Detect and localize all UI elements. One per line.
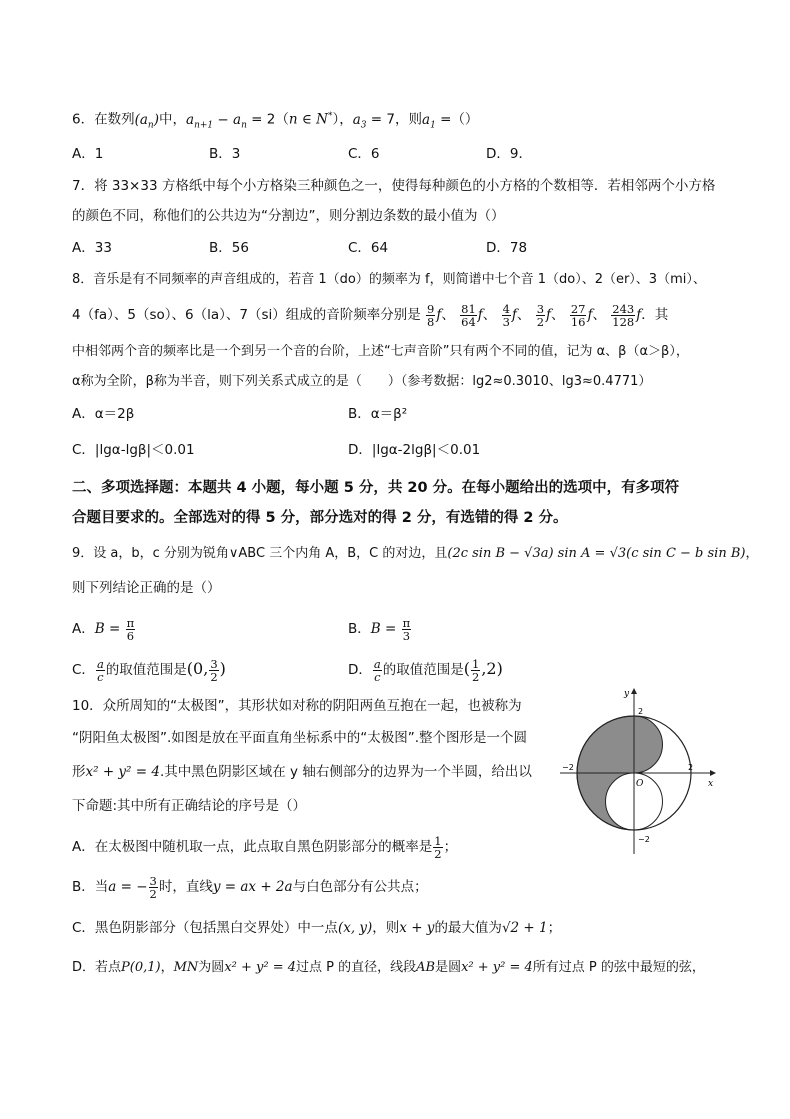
q9-option-d: D． $\frac{a}{c}$ 的取值范围是( $\frac{1}{2}$ ,2) [348,656,503,684]
q8-option-c: C．|lgα-lgβ|＜0.01 [72,442,195,458]
q6-option-d: D．9． [486,146,532,162]
q9-line1: 9．设 a，b，c 分别为锐角∨ABC 三个内角 A，B，C 的对边，且(2c sin B − √3a) sin A = √3(c sin C − b sin B)， [72,546,759,561]
q8-fraction-1: $\frac{9}{8}$ [427,301,435,329]
q7-option-a: A．33 [72,240,112,256]
y-axis-arrow [631,688,637,694]
q10-line2: “阴阳鱼太极图”.如图是放在平面直角坐标系中的“太极图”.整个图形是一个圆 [72,730,528,746]
tick-x-neg: −2 [562,763,574,772]
tick-x-pos: 2 [688,763,694,772]
q6-stem: 6．在数列$(a_n)$中，$a_{n+1} - a_n = 2(n$ ∈ N*），$a_3 = 7$，则$a_1$ =（） [72,111,479,131]
tick-y-neg: −2 [638,835,650,844]
q7-option-b: B．56 [209,240,249,256]
origin-label: O [636,779,644,789]
tick-y-pos: 2 [638,707,644,716]
q6-option-c: C．6 [348,146,380,162]
q8-option-d: D．|lgα-2lgβ|＜0.01 [348,442,481,458]
q6-option-a: A．1 [72,146,104,162]
q10-option-d: D．若点P(0,1)，MN为圆x² + y² = 4过点 P 的直径，线段AB是圆x² + y² = 4所有过点 P 的弦中最短的弦， [72,960,705,975]
q8-line4: α称为全阶，β称为半音，则下列关系式成立的是（ ）（参考数据：lg2≈0.3010、lg3≈0.4771） [72,374,652,389]
q10-line1: 10．众所周知的“太极图”，其形状如对称的阴阳两鱼互抱在一起，也被称为 [72,698,522,714]
x-axis-label: x [708,779,714,789]
q10-line3: 形x² + y² = 4.其中黑色阴影区域在 y 轴右侧部分的边界为一个半圆，给出以 [72,764,532,780]
taiji-diagram [560,686,720,856]
q8-option-a: A．α＝2β [72,406,135,422]
q8-fraction-2: $\frac{81}{64}$ [461,301,476,329]
q9-line2: 则下列结论正确的是（） [72,580,221,596]
q8-line1: 8．音乐是有不同频率的声音组成的，若音 1（do）的频率为 f，则简谱中七个音 1（do）、2（er）、3（mi）、 [72,272,706,287]
q8-fraction-5: $\frac{27}{16}$ [570,301,586,329]
q10-line4: 下命题:其中所有正确结论的序号是（） [72,798,307,814]
q9-option-c: C． $\frac{a}{c}$ 的取值范围是(0, $\frac{3}{2}$ ) [72,656,226,684]
y-axis-label: y [624,689,630,699]
x-axis-arrow [710,770,716,776]
q8-fraction-3: $\frac{4}{3}$ [502,301,510,329]
q7-line2: 的颜色不同，称他们的公共边为“分割边”，则分割边条数的最小值为（） [72,208,505,224]
q10-option-c: C．黑色阴影部分（包括黑白交界处）中一点(x, y)，则x + y的最大值为√2 + 1； [72,920,562,936]
q6-option-b: B．3 [209,146,241,162]
section-heading-line2: 合题目要求的。全部选对的得 5 分，部分选对的得 2 分，有选错的得 2 分。 [72,510,568,526]
q10-option-b: B．当a = − $\frac{3}{2}$ 时，直线y = ax + 2a与白色部分有公共点； [72,873,428,901]
q7-option-c: C．64 [348,240,389,256]
q8-line3: 中相邻两个音的频率比是一个到另一个音的台阶，上述“七声音阶”只有两个不同的值，记为 α、β（α＞β）， [72,344,689,359]
section-heading-line1: 二、多项选择题：本题共 4 小题，每小题 5 分，共 20 分。在每小题给出的选项中，有多项符 [72,480,680,496]
q8-fraction-4: $\frac{3}{2}$ [536,301,545,329]
q8-line2: 4（fa）、5（so）、6（la）、7（si）组成的音阶频率分别是 $\frac{9}{8}$ f、 $\frac{81}{64}$ f、 $\frac{4}{3}$ f、 $\frac{3}{2}$ f、 $\frac{27}{16}$ f、 $\frac{243}{128}$ f．其 [72,301,669,329]
q8-fraction-6: $\frac{243}{128}$ [612,301,635,329]
q7-option-d: D．78 [486,240,528,256]
q9-option-b: B．B = $\frac{\pi}{3}$ [348,615,411,643]
taiji-figure [560,686,720,856]
q9-option-a: A．B = $\frac{\pi}{6}$ [72,615,135,643]
q8-option-b: B．α＝β² [348,406,408,422]
q10-option-a: A．在太极图中随机取一点，此点取自黑色阴影部分的概率是 $\frac{1}{2}$ ； [72,833,458,861]
q7-line1: 7．将 33×33 方格纸中每个小方格染三种颜色之一，使得每种颜色的小方格的个数相等．若相邻两个小方格 [72,178,716,194]
